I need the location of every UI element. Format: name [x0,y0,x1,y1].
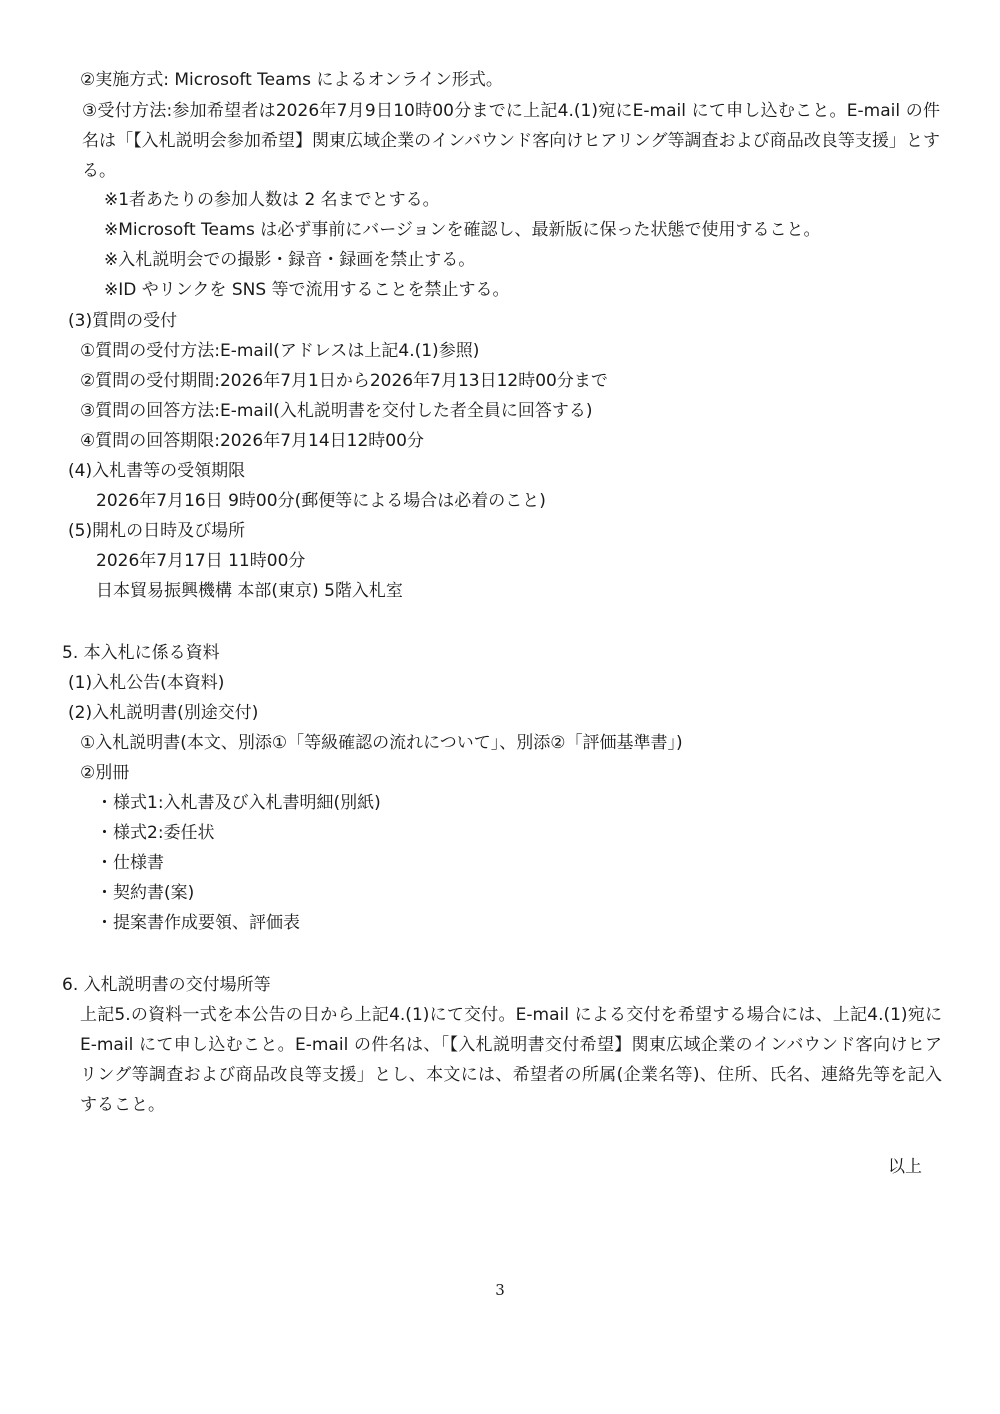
reception-paragraph: ③受付方法:参加希望者は2026年7月9日10時00分までに上記4.(1)宛にE-mail にて申し込むこと。E-mail の件名は「【入札説明会参加希望】関東広域企業のインバウンド客向けヒアリング等調査および商品改良等支援」とする。 [82,101,940,181]
section5-item: (1)入札公告(本資料) [68,673,225,693]
opening-place: 日本貿易振興機構 本部(東京) 5階入札室 [96,581,403,601]
opening-heading: (5)開札の日時及び場所 [68,521,246,541]
section5-bullet: ・仕様書 [96,853,164,873]
closing-mark: 以上 [888,1157,922,1177]
deadline-heading: (4)入札書等の受領期限 [68,461,246,481]
section5-item: (2)入札説明書(別途交付) [68,703,259,723]
questions-item: ④質問の回答期限:2026年7月14日12時00分 [80,431,424,451]
section5-subitem: ②別冊 [80,763,130,783]
section5-bullet: ・様式2:委任状 [96,823,215,843]
note-teams-version: ※Microsoft Teams は必ず事前にバージョンを確認し、最新版に保った状態で使用すること。 [104,220,821,240]
opening-datetime: 2026年7月17日 11時00分 [96,551,306,571]
section5-bullet: ・契約書(案) [96,883,195,903]
deadline-text: 2026年7月16日 9時00分(郵便等による場合は必着のこと) [96,491,546,511]
section5-heading: 5. 本入札に係る資料 [62,643,220,663]
section6-heading: 6. 入札説明書の交付場所等 [62,975,271,995]
page-number: 3 [495,1281,505,1299]
method-line: ②実施方式: Microsoft Teams によるオンライン形式。 [80,70,503,90]
section6-paragraph: 上記5.の資料一式を本公告の日から上記4.(1)にて交付。E-mail による交付を希望する場合には、上記4.(1)宛に E-mail にて申し込むこと。E-mail の件名は、「【入札説明書交付希望】関東広域企業のインバウンド客向けヒアリング等調査および商品改良等支援」とし、本文には、希望者の所属(企業名等)、住所、氏名、連絡先等を記入すること。 [80,1005,942,1115]
questions-item: ①質問の受付方法:E-mail(アドレスは上記4.(1)参照) [80,341,480,361]
note-recording: ※入札説明会での撮影・録音・録画を禁止する。 [104,250,476,270]
section5-subitem: ①入札説明書(本文、別添①「等級確認の流れについて」、別添②「評価基準書」) [80,733,683,753]
questions-heading: (3)質問の受付 [68,311,178,331]
section5-bullet: ・様式1:入札書及び入札書明細(別紙) [96,793,381,813]
questions-item: ③質問の回答方法:E-mail(入札説明書を交付した者全員に回答する) [80,401,593,421]
section5-bullet: ・提案書作成要領、評価表 [96,913,300,933]
note-participants: ※1者あたりの参加人数は 2 名までとする。 [104,190,440,210]
questions-item: ②質問の受付期間:2026年7月1日から2026年7月13日12時00分まで [80,371,608,391]
note-sns: ※ID やリンクを SNS 等で流用することを禁止する。 [104,280,510,300]
